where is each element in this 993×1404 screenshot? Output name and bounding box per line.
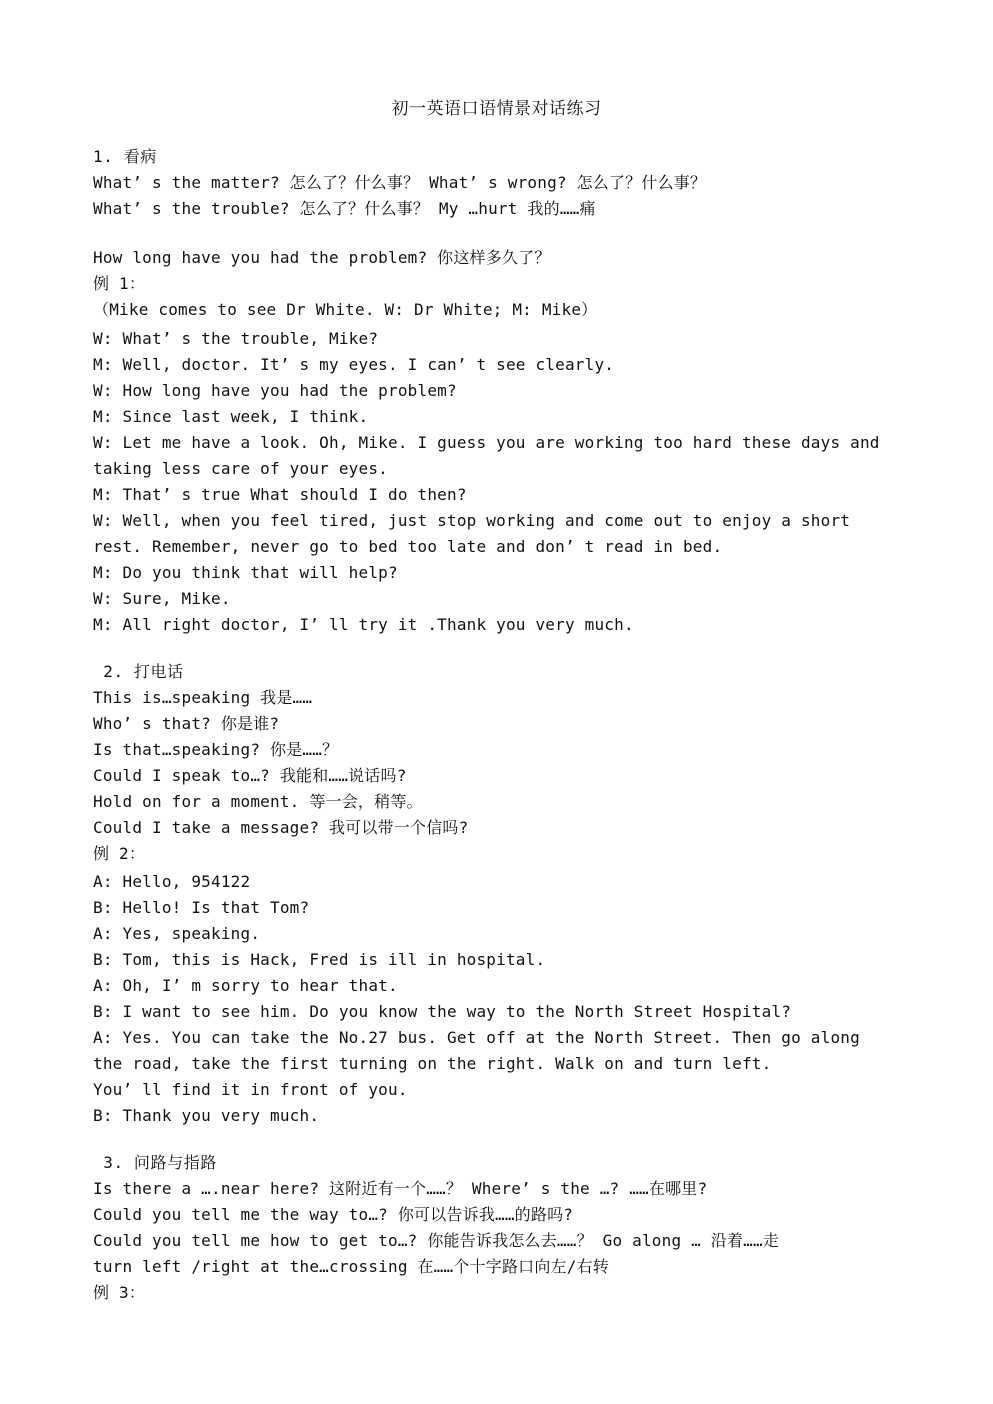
text-line: What’ s the trouble? 怎么了？什么事？ My …hurt 我的……痛 <box>93 199 596 218</box>
dialogue-line: A: Hello, 954122 <box>93 872 251 891</box>
dialogue-line: You’ ll find it in front of you. <box>93 1080 408 1099</box>
dialogue-line: B: Thank you very much. <box>93 1106 320 1125</box>
dialogue-line: rest. Remember, never go to bed too late and don’ t read in bed. <box>93 537 723 556</box>
text-line: （Mike comes to see Dr White. W: Dr White; M: Mike） <box>93 300 598 319</box>
dialogue-line: M: That’ s true What should I do then? <box>93 485 467 504</box>
section-heading-3: 3. 问路与指路 <box>93 1153 217 1172</box>
text-line: Could I speak to…? 我能和……说话吗? <box>93 766 407 785</box>
dialogue-line: taking less care of your eyes. <box>93 459 388 478</box>
section-heading-1: 1. 看病 <box>93 147 157 166</box>
dialogue-line: M: Do you think that will help? <box>93 563 398 582</box>
text-line: How long have you had the problem? 你这样多久了？ <box>93 248 551 267</box>
text-line: Could you tell me the way to…? 你可以告诉我……的路吗? <box>93 1205 574 1224</box>
dialogue-line: W: Sure, Mike. <box>93 589 231 608</box>
text-line: Is there a ….near here? 这附近有一个……？ Where’ s the …? ……在哪里? <box>93 1179 708 1198</box>
example-label: 例 1： <box>93 274 146 293</box>
dialogue-line: A: Yes, speaking. <box>93 924 261 943</box>
dialogue-line: M: Well, doctor. It’ s my eyes. I can’ t see clearly. <box>93 355 615 374</box>
example-label: 例 3： <box>93 1283 146 1302</box>
dialogue-line: A: Oh, I’ m sorry to hear that. <box>93 976 398 995</box>
document-title: 初一英语口语情景对话练习 <box>391 99 602 119</box>
dialogue-line: A: Yes. You can take the No.27 bus. Get off at the North Street. Then go along <box>93 1028 860 1047</box>
text-line: What’ s the matter? 怎么了？什么事？ What’ s wrong? 怎么了？什么事？ <box>93 173 707 192</box>
dialogue-line: B: Tom, this is Hack, Fred is ill in hospital. <box>93 950 546 969</box>
text-line: Hold on for a moment. 等一会，稍等。 <box>93 792 423 811</box>
dialogue-line: the road, take the first turning on the right. Walk on and turn left. <box>93 1054 772 1073</box>
dialogue-line: W: Well, when you feel tired, just stop working and come out to enjoy a short <box>93 511 851 530</box>
dialogue-line: M: All right doctor, I’ ll try it .Thank you very much. <box>93 615 634 634</box>
text-line: Could I take a message? 我可以带一个信吗? <box>93 818 469 837</box>
example-label: 例 2： <box>93 844 146 863</box>
text-line: turn left /right at the…crossing 在……个十字路口向左/右转 <box>93 1257 609 1276</box>
dialogue-line: M: Since last week, I think. <box>93 407 369 426</box>
dialogue-line: W: How long have you had the problem? <box>93 381 457 400</box>
dialogue-line: B: Hello! Is that Tom? <box>93 898 310 917</box>
text-line: Who’ s that? 你是谁? <box>93 714 280 733</box>
dialogue-line: B: I want to see him. Do you know the way to the North Street Hospital? <box>93 1002 792 1021</box>
text-line: Could you tell me how to get to…? 你能告诉我怎么去……？ Go along … 沿着……走 <box>93 1231 780 1250</box>
section-heading-2: 2. 打电话 <box>93 662 184 681</box>
dialogue-line: W: What’ s the trouble, Mike? <box>93 329 379 348</box>
text-line: This is…speaking 我是…… <box>93 688 313 707</box>
dialogue-line: W: Let me have a look. Oh, Mike. I guess you are working too hard these days and <box>93 433 880 452</box>
text-line: Is that…speaking? 你是……？ <box>93 740 339 759</box>
